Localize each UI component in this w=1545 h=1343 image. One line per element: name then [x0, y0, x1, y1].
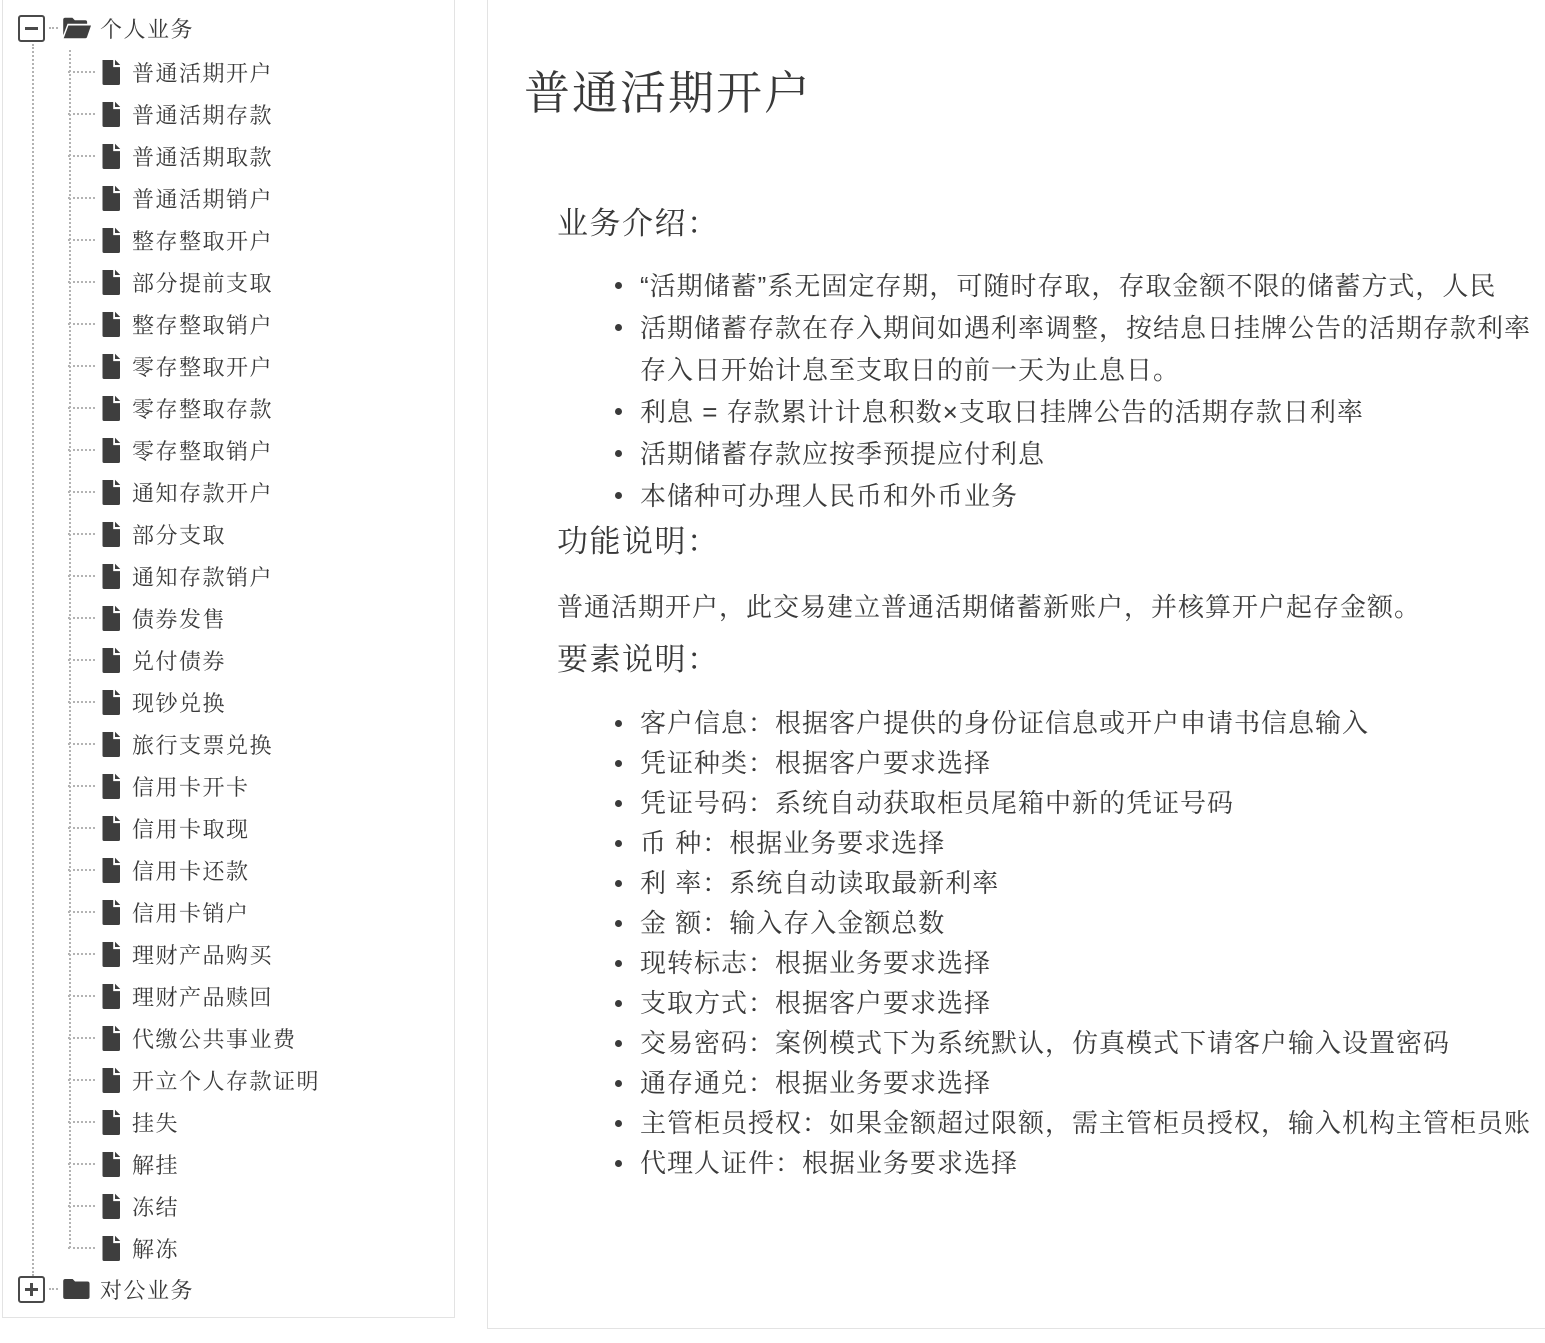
tree-item[interactable]	[3, 429, 454, 471]
tree-item[interactable]	[3, 471, 454, 513]
tree-item-label: 债券发售	[132, 606, 227, 632]
tree-children	[3, 51, 454, 1269]
bullet-icon	[615, 960, 622, 967]
list-item	[612, 1063, 1531, 1103]
tree-item-label: 兑付债券	[132, 648, 227, 674]
list-item-text: 通存通兑：根据业务要求选择	[640, 1068, 992, 1098]
tree-connector	[68, 1247, 95, 1249]
file-icon	[101, 353, 121, 380]
tree-item-label: 普通活期开户	[132, 60, 274, 86]
list-item	[612, 1143, 1531, 1183]
list-item	[612, 265, 1531, 307]
file-icon	[101, 1025, 121, 1052]
tree-item[interactable]	[3, 765, 454, 807]
bullet-icon	[615, 1120, 622, 1127]
tree-item[interactable]	[3, 597, 454, 639]
tree-connector	[68, 533, 95, 535]
tree-connector	[68, 953, 95, 955]
tree-item-label: 开立个人存款证明	[132, 1068, 321, 1094]
list-item	[612, 391, 1531, 433]
list-item-text: 凭证号码：系统自动获取柜员尾箱中新的凭证号码	[640, 788, 1235, 818]
tree-item-label: 整存整取销户	[132, 312, 274, 338]
document-panel	[487, 0, 1545, 1329]
tree-connector	[68, 491, 95, 493]
list-item-text: 现转标志：根据业务要求选择	[640, 948, 992, 978]
file-icon	[101, 479, 121, 506]
list-item	[612, 783, 1531, 823]
file-icon	[101, 59, 121, 86]
file-icon	[101, 101, 121, 128]
tree-item[interactable]	[3, 51, 454, 93]
list-item-text: 利息 = 存款累计计息积数×支取日挂牌公告的活期存款日利率	[640, 397, 1364, 427]
tree-item-label: 信用卡销户	[132, 900, 250, 926]
expand-plus-box-icon[interactable]	[18, 1276, 45, 1303]
business-tree	[3, 0, 454, 1317]
tree-connector	[68, 659, 95, 661]
file-icon	[101, 647, 121, 674]
tree-item[interactable]	[3, 1185, 454, 1227]
tree-connector	[68, 1205, 95, 1207]
tree-connector	[68, 911, 95, 913]
tree-item-label: 解挂	[132, 1152, 180, 1178]
tree-item[interactable]	[3, 849, 454, 891]
tree-item-label: 信用卡取现	[132, 816, 250, 842]
file-icon	[101, 941, 121, 968]
tree-item[interactable]	[3, 345, 454, 387]
tree-node-label: 个人业务	[100, 16, 195, 42]
tree-item[interactable]	[3, 681, 454, 723]
tree-item-label: 普通活期存款	[132, 102, 274, 128]
list-item	[612, 703, 1531, 743]
file-icon	[101, 143, 121, 170]
file-icon	[101, 395, 121, 422]
tree-item-label: 普通活期取款	[132, 144, 274, 170]
tree-item[interactable]	[3, 177, 454, 219]
tree-connector	[68, 71, 95, 73]
file-icon	[101, 899, 121, 926]
tree-connector	[68, 743, 95, 745]
list-item-text: 活期储蓄存款应按季预提应付利息	[640, 439, 1046, 469]
list-item-text: 金 额：输入存入金额总数	[640, 908, 946, 938]
list-item-text: 主管柜员授权：如果金额超过限额，需主管柜员授权，输入机构主管柜员账	[640, 1108, 1532, 1138]
function-description: 普通活期开户，此交易建立普通活期储蓄新账户，并核算开户起存金额。	[557, 592, 1422, 622]
section-heading-intro: 业务介绍：	[557, 206, 720, 241]
bullet-icon	[615, 880, 622, 887]
tree-item-label: 零存整取存款	[132, 396, 274, 422]
tree-connector	[68, 1079, 95, 1081]
tree-item[interactable]	[3, 807, 454, 849]
tree-item[interactable]	[3, 555, 454, 597]
bullet-icon	[615, 408, 622, 415]
bullet-icon	[615, 492, 622, 499]
list-item	[612, 903, 1531, 943]
tree-item[interactable]	[3, 219, 454, 261]
tree-connector	[49, 1288, 58, 1290]
tree-connector	[68, 1121, 95, 1123]
bullet-icon	[615, 450, 622, 457]
tree-item-label: 部分提前支取	[132, 270, 274, 296]
tree-item-label: 信用卡还款	[132, 858, 250, 884]
tree-connector	[68, 155, 95, 157]
file-icon	[101, 857, 121, 884]
bullet-icon	[615, 840, 622, 847]
bullet-icon	[615, 720, 622, 727]
file-icon	[101, 605, 121, 632]
tree-item[interactable]	[3, 303, 454, 345]
file-icon	[101, 437, 121, 464]
tree-item-label: 部分支取	[132, 522, 227, 548]
tree-connector	[68, 785, 95, 787]
list-item-text: 凭证种类：根据客户要求选择	[640, 748, 992, 778]
file-icon	[101, 1151, 121, 1178]
list-item-text: 币 种：根据业务要求选择	[640, 828, 946, 858]
tree-connector	[68, 323, 95, 325]
tree-connector	[68, 575, 95, 577]
file-icon	[101, 773, 121, 800]
page-title: 普通活期开户	[524, 67, 812, 119]
tree-connector	[68, 449, 95, 451]
folder-open-icon	[62, 16, 91, 40]
tree-item-label: 理财产品赎回	[132, 984, 274, 1010]
file-icon	[101, 815, 121, 842]
tree-item-label: 通知存款开户	[132, 480, 274, 506]
tree-item[interactable]	[3, 387, 454, 429]
file-icon	[101, 1235, 121, 1262]
section-heading-function: 功能说明：	[557, 524, 720, 559]
tree-item[interactable]	[3, 639, 454, 681]
tree-item[interactable]	[3, 513, 454, 555]
tree-connector	[68, 365, 95, 367]
tree-item-label: 零存整取开户	[132, 354, 274, 380]
file-icon	[101, 1067, 121, 1094]
tree-connector	[68, 281, 95, 283]
list-item-text: 代理人证件：根据业务要求选择	[640, 1148, 1019, 1178]
list-item	[612, 983, 1531, 1023]
file-icon	[101, 689, 121, 716]
tree-item-label: 旅行支票兑换	[132, 732, 274, 758]
tree-item[interactable]	[3, 891, 454, 933]
list-item-text: 客户信息：根据客户提供的身份证信息或开户申请书信息输入	[640, 708, 1370, 738]
bullet-icon	[615, 1160, 622, 1167]
tree-item[interactable]	[3, 261, 454, 303]
tree-item[interactable]	[3, 1017, 454, 1059]
intro-bullet-list	[612, 265, 1531, 517]
tree-item[interactable]	[3, 1227, 454, 1269]
list-item-text: 活期储蓄存款在存入期间如遇利率调整，按结息日挂牌公告的活期存款利率	[640, 313, 1532, 343]
list-item-text: 本储种可办理人民币和外币业务	[640, 481, 1019, 511]
bullet-icon	[615, 1040, 622, 1047]
tree-node-corporate-business[interactable]	[18, 1275, 194, 1303]
bullet-icon	[615, 800, 622, 807]
bullet-icon	[615, 282, 622, 289]
tree-item[interactable]	[3, 1101, 454, 1143]
folder-icon	[62, 1277, 91, 1301]
list-item	[612, 943, 1531, 983]
tree-item[interactable]	[3, 1143, 454, 1185]
tree-panel	[2, 0, 455, 1318]
tree-item-label: 理财产品购买	[132, 942, 274, 968]
tree-connector	[68, 113, 95, 115]
file-icon	[101, 311, 121, 338]
tree-item-label: 代缴公共事业费	[132, 1026, 297, 1052]
tree-item[interactable]	[3, 933, 454, 975]
list-item	[612, 743, 1531, 783]
file-icon	[101, 1193, 121, 1220]
file-icon	[101, 269, 121, 296]
list-item-text-line2: 存入日开始计息至支取日的前一天为止息日。	[640, 355, 1181, 385]
tree-item-label: 信用卡开卡	[132, 774, 250, 800]
list-item-text: “活期储蓄”系无固定存期，可随时存取，存取金额不限的储蓄方式，人民	[640, 271, 1497, 301]
tree-connector	[49, 27, 58, 29]
tree-item-label: 普通活期销户	[132, 186, 274, 212]
tree-item[interactable]	[3, 723, 454, 765]
tree-item-label: 解冻	[132, 1236, 180, 1262]
list-item	[612, 863, 1531, 903]
tree-connector	[68, 701, 95, 703]
list-item	[612, 475, 1531, 517]
tree-item[interactable]	[3, 135, 454, 177]
bullet-icon	[615, 920, 622, 927]
list-item	[612, 307, 1531, 391]
tree-item-label: 挂失	[132, 1110, 180, 1136]
file-icon	[101, 227, 121, 254]
tree-item[interactable]	[3, 975, 454, 1017]
file-icon	[101, 563, 121, 590]
list-item	[612, 1023, 1531, 1063]
tree-item-label: 冻结	[132, 1194, 180, 1220]
bullet-icon	[615, 324, 622, 331]
section-heading-elements: 要素说明：	[557, 642, 720, 677]
file-icon	[101, 983, 121, 1010]
tree-connector	[68, 1037, 95, 1039]
tree-item-label: 通知存款销户	[132, 564, 274, 590]
file-icon	[101, 521, 121, 548]
tree-item-label: 现钞兑换	[132, 690, 227, 716]
tree-item[interactable]	[3, 1059, 454, 1101]
bullet-icon	[615, 760, 622, 767]
tree-item-label: 零存整取销户	[132, 438, 274, 464]
file-icon	[101, 185, 121, 212]
tree-connector	[68, 995, 95, 997]
document-content	[488, 0, 1545, 1328]
tree-item-label: 整存整取开户	[132, 228, 274, 254]
bullet-icon	[615, 1000, 622, 1007]
tree-connector	[68, 827, 95, 829]
list-item	[612, 1103, 1531, 1143]
tree-connector	[68, 1163, 95, 1165]
tree-connector	[68, 407, 95, 409]
list-item-text: 利 率：系统自动读取最新利率	[640, 868, 1000, 898]
elements-bullet-list	[612, 703, 1531, 1183]
tree-node-label: 对公业务	[100, 1277, 195, 1303]
tree-connector	[68, 617, 95, 619]
file-icon	[101, 731, 121, 758]
tree-node-personal-business[interactable]	[18, 14, 194, 42]
tree-connector	[68, 869, 95, 871]
list-item	[612, 433, 1531, 475]
list-item-text: 交易密码：案例模式下为系统默认，仿真模式下请客户输入设置密码	[640, 1028, 1451, 1058]
collapse-minus-box-icon[interactable]	[18, 15, 45, 42]
file-icon	[101, 1109, 121, 1136]
tree-connector	[68, 197, 95, 199]
list-item	[612, 823, 1531, 863]
tree-connector	[68, 239, 95, 241]
bullet-icon	[615, 1080, 622, 1087]
list-item-text: 支取方式：根据客户要求选择	[640, 988, 992, 1018]
tree-item[interactable]	[3, 93, 454, 135]
